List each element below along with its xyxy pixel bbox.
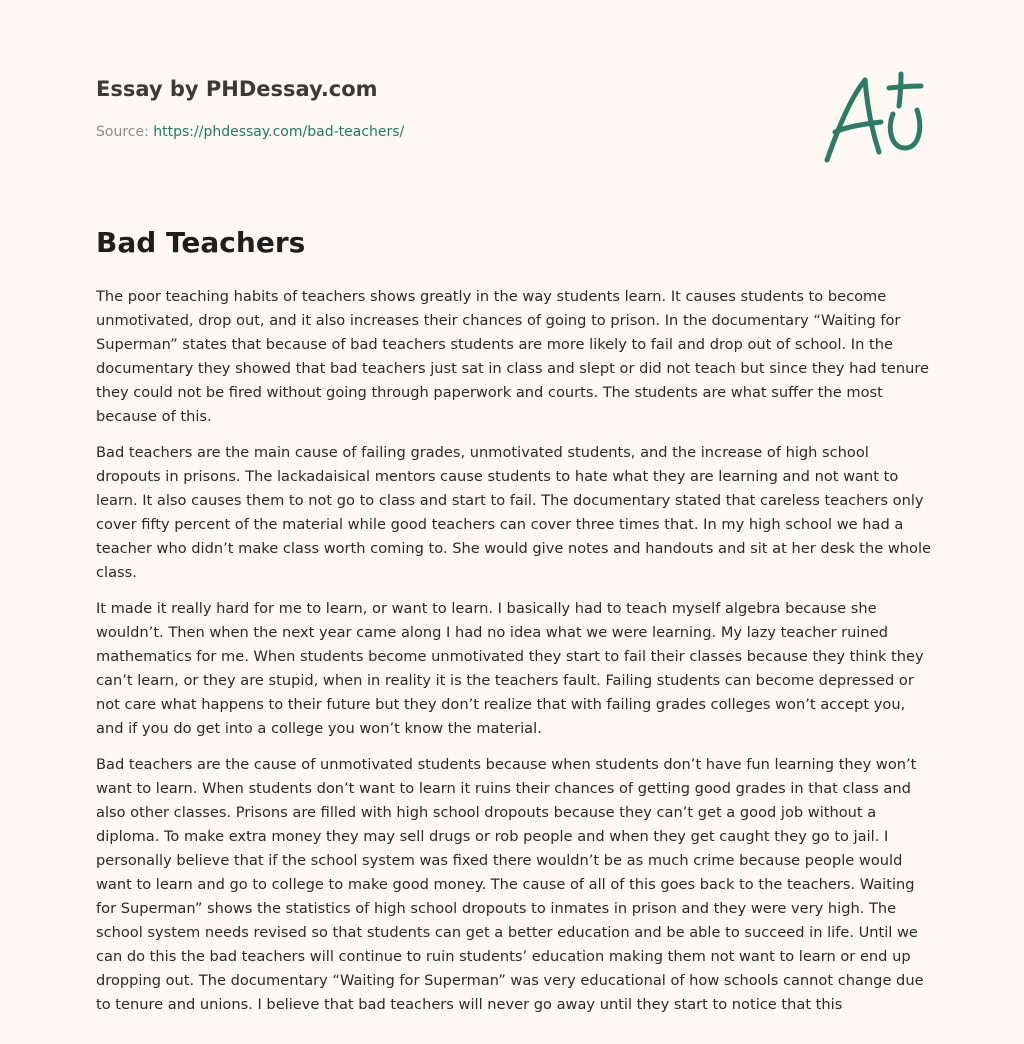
essay-title: Bad Teachers bbox=[96, 226, 306, 259]
source-label: Source: bbox=[96, 124, 149, 140]
essay-paragraph: Bad teachers are the main cause of failing grades, unmotivated students, and the increase of high school dropouts in prisons. The lackadaisical mentors cause students to hate what they are learning and not want to learn. It also causes them to not go to class and start to fail. The documentary stated that careless teachers only cover fifty percent of the material while good teachers can cover three times that. In my high school we had a teacher who didn’t make class worth coming to. She would give notes and handouts and sit at her desk the whole class. bbox=[96, 444, 932, 581]
brand-title: Essay by PHDessay.com bbox=[96, 77, 378, 101]
essay-paragraph: It made it really hard for me to learn, or want to learn. I basically had to teach myself algebra because she wouldn’t. Then when the next year came along I had no idea what we were learning. My lazy teacher ruined mathematics for me. When students become unmotivated they start to fail their classes because they think they can’t learn, or they are stupid, when in reality it is the teachers fault. Failing students can become depressed or not care what happens to their future but they don’t realize that with failing grades colleges won’t accept you, and if you do get into a college you won’t know the material. bbox=[96, 600, 924, 737]
essay-body bbox=[96, 285, 932, 1029]
a-plus-grade-icon bbox=[821, 70, 927, 164]
essay-paragraph: The poor teaching habits of teachers shows greatly in the way students learn. It causes students to become unmotivated, drop out, and it also increases their chances of going to prison. In the documentary “Waiting for Superman” states that because of bad teachers students are more likely to fail and drop out of school. In the documentary they showed that bad teachers just sat in class and slept or did not teach but since they had tenure they could not be fired without going through paperwork and courts. The students are what suffer the most because of this. bbox=[96, 288, 930, 425]
source-link[interactable]: https://phdessay.com/bad-teachers/ bbox=[153, 124, 405, 140]
essay-paragraph: Bad teachers are the cause of unmotivated students because when students don’t have fun learning they won’t want to learn. When students don’t want to learn it ruins their chances of getting good grades in that class and also other classes. Prisons are filled with high school dropouts because they can’t get a good job without a diploma. To make extra money they may sell drugs or rob people and when they get caught they go to jail. I personally believe that if the school system was fixed there wouldn’t be as much crime because people would want to learn and go to college to make good money. The cause of all of this goes back to the teachers. Waiting for Superman” shows the statistics of high school dropouts to inmates in prison and they were very high. The school system needs revised so that students can get a better education and be able to succeed in life. Until we can do this the bad teachers will continue to ruin students’ education making them not want to learn or end up dropping out. The documentary “Waiting for Superman” was very educational of how schools cannot change due to tenure and unions. I believe that bad teachers will never go away until they start to notice that this bbox=[96, 756, 924, 1013]
source-line bbox=[96, 124, 404, 140]
